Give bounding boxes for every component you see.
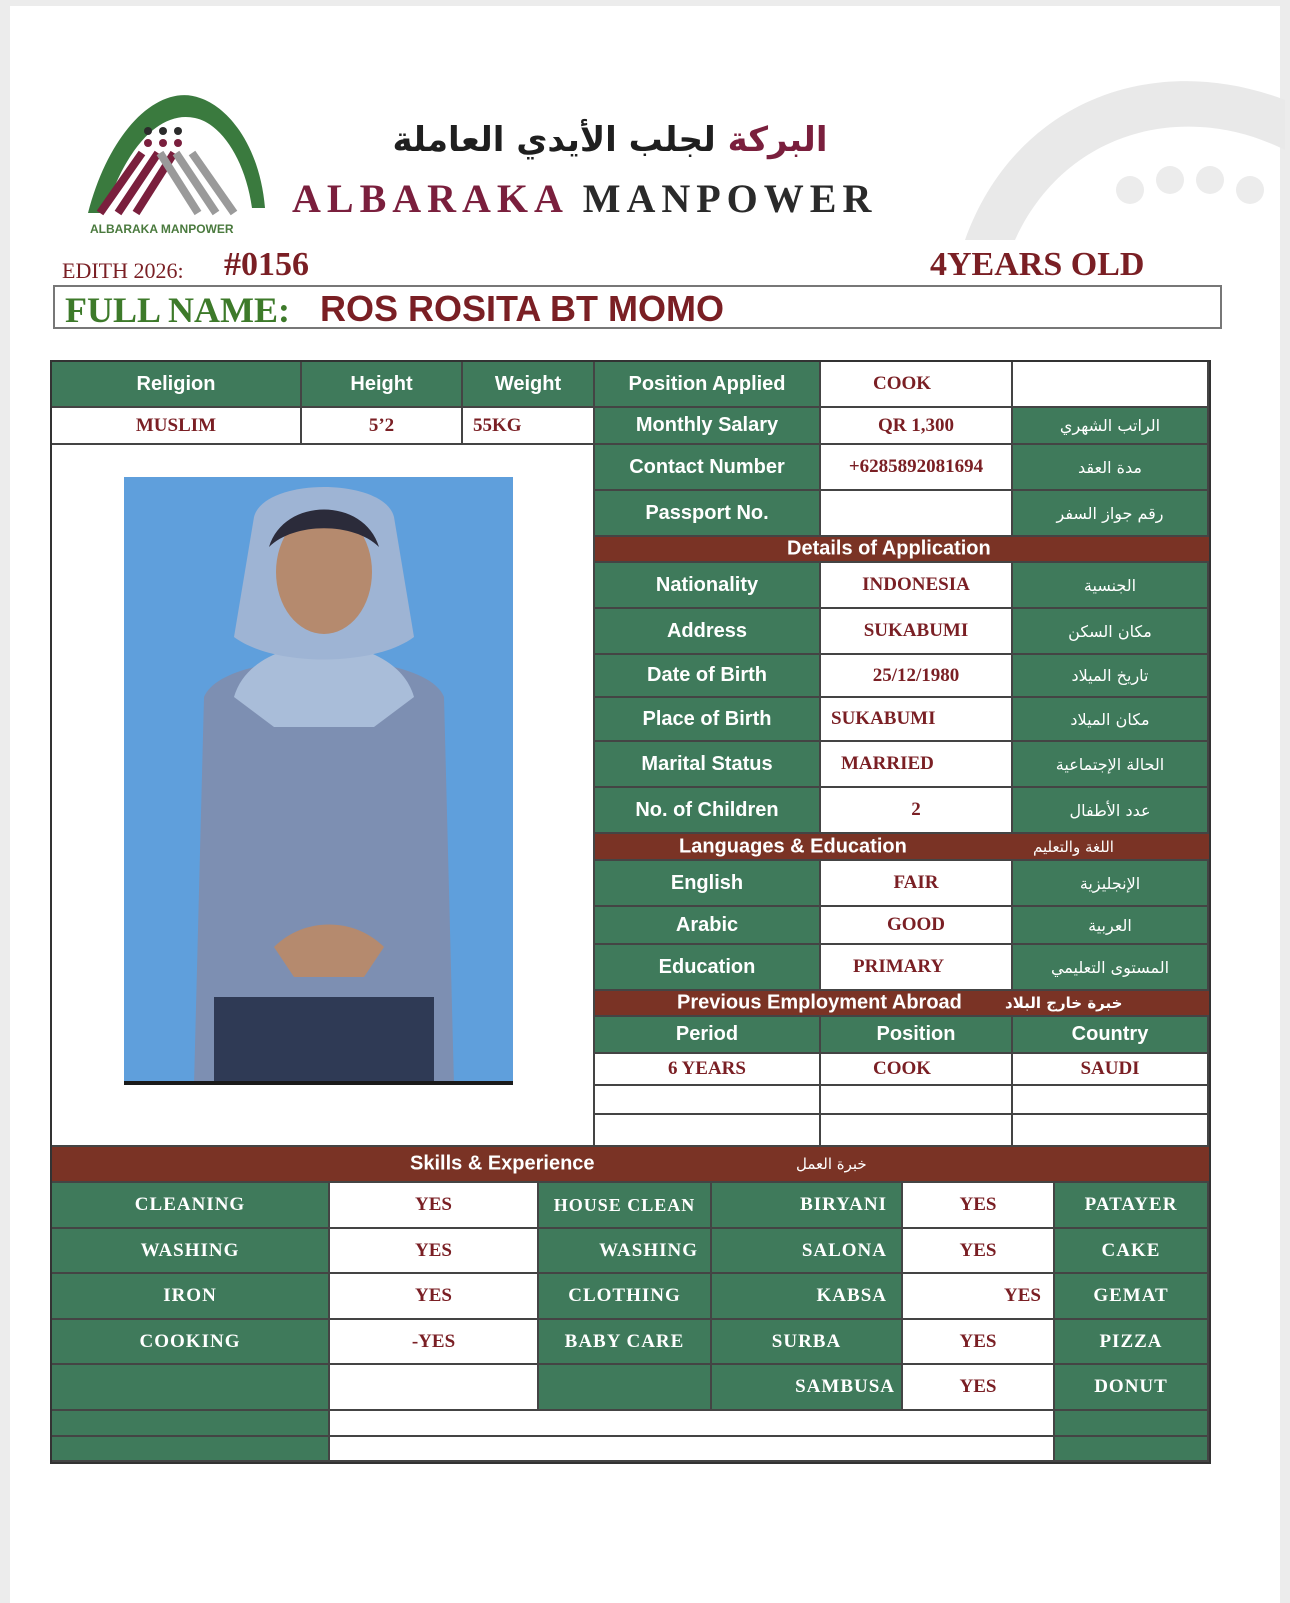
weight-value: 55KG <box>463 408 595 445</box>
candidate-photo <box>124 477 513 1085</box>
cooking-skill-value: YES <box>903 1365 1055 1411</box>
employment-section-header <box>595 991 1209 1017</box>
children-value: 2 <box>821 788 1013 834</box>
marital-status-arabic: الحالة الإجتماعية <box>1013 742 1209 788</box>
contact-number-arabic: مدة العقد <box>1013 445 1209 491</box>
cooking-skill-extra: DONUT <box>1055 1365 1209 1411</box>
skill-name-empty <box>52 1365 330 1411</box>
country-header: Country <box>1013 1017 1209 1054</box>
skill-value: YES <box>330 1183 539 1229</box>
cooking-skill-name: KABSA <box>712 1274 903 1320</box>
skill-name: IRON <box>52 1274 330 1320</box>
languages-title: Languages & Education <box>679 835 907 857</box>
dob-arabic: تاريخ الميلاد <box>1013 655 1209 698</box>
period-header: Period <box>595 1017 821 1054</box>
arabic-name-part-2: لجلب الأيدي العاملة <box>392 120 716 160</box>
albaraka-logo <box>80 88 270 238</box>
age-label: 4YEARS OLD <box>930 246 1145 283</box>
skill-value-empty <box>330 1365 539 1411</box>
arabic-value: GOOD <box>821 907 1013 945</box>
logo-caption: ALBARAKA MANPOWER <box>90 222 234 236</box>
cooking-skill-value: YES <box>903 1183 1055 1229</box>
education-arabic: المستوى التعليمي <box>1013 945 1209 991</box>
cooking-skill-name: BIRYANI <box>712 1183 903 1229</box>
position-header: Position <box>821 1017 1013 1054</box>
skill-name: COOKING <box>52 1320 330 1365</box>
employment-title: Previous Employment Abroad <box>677 991 962 1014</box>
arabic-label: Arabic <box>595 907 821 945</box>
skill-category: BABY CARE <box>539 1320 712 1365</box>
address-label: Address <box>595 609 821 655</box>
skill-value: -YES <box>330 1320 539 1365</box>
arabic-name-part-1: البركة <box>727 120 828 160</box>
left-column-divider <box>593 445 595 1147</box>
english-name-part-1: ALBARAKA <box>292 176 567 221</box>
cooking-skill-value: YES <box>903 1229 1055 1274</box>
skill-category: WASHING <box>539 1229 712 1274</box>
languages-title-arabic: اللغة والتعليم <box>1033 837 1114 856</box>
skills-title-arabic: خبرة العمل <box>796 1155 867 1173</box>
employment-country-3 <box>1013 1115 1209 1147</box>
education-value: PRIMARY <box>821 945 1013 991</box>
monthly-salary-arabic: الراتب الشهري <box>1013 408 1209 445</box>
dob-value: 25/12/1980 <box>821 655 1013 698</box>
skills-title: Skills & Experience <box>410 1152 595 1175</box>
cooking-skill-name: SALONA <box>712 1229 903 1274</box>
cooking-skill-value: YES <box>903 1320 1055 1365</box>
watermark-logo <box>955 40 1290 250</box>
empty-cell <box>52 1437 330 1462</box>
employment-period: 6 YEARS <box>595 1054 821 1086</box>
nationality-value: INDONESIA <box>821 563 1013 609</box>
contact-number-label: Contact Number <box>595 445 821 491</box>
religion-value: MUSLIM <box>52 408 302 445</box>
marital-status-label: Marital Status <box>595 742 821 788</box>
arabic-arabic: العربية <box>1013 907 1209 945</box>
details-title: Details of Application <box>787 537 991 560</box>
weight-header: Weight <box>463 362 595 408</box>
employment-period-2 <box>595 1086 821 1115</box>
nationality-label: Nationality <box>595 563 821 609</box>
full-name-value: ROS ROSITA BT MOMO <box>320 288 724 329</box>
dob-label: Date of Birth <box>595 655 821 698</box>
children-label: No. of Children <box>595 788 821 834</box>
pob-arabic: مكان الميلاد <box>1013 698 1209 742</box>
skill-category-empty <box>539 1365 712 1411</box>
english-name-part-2: MANPOWER <box>582 176 878 221</box>
company-name-arabic <box>290 120 930 160</box>
address-value: SUKABUMI <box>821 609 1013 655</box>
cooking-skill-extra: PATAYER <box>1055 1183 1209 1229</box>
english-value: FAIR <box>821 861 1013 907</box>
pob-value: SUKABUMI <box>821 698 1013 742</box>
skill-category: HOUSE CLEAN <box>539 1183 712 1229</box>
empty-cell <box>330 1411 1055 1437</box>
english-label: English <box>595 861 821 907</box>
cooking-skill-extra: CAKE <box>1055 1229 1209 1274</box>
company-name-english <box>292 175 877 222</box>
cooking-skill-extra: GEMAT <box>1055 1274 1209 1320</box>
skill-name: WASHING <box>52 1229 330 1274</box>
nationality-arabic: الجنسية <box>1013 563 1209 609</box>
passport-arabic: رقم جواز السفر <box>1013 491 1209 537</box>
empty-cell <box>52 1411 330 1437</box>
skill-name: CLEANING <box>52 1183 330 1229</box>
details-section-header <box>595 537 1209 563</box>
employment-country: SAUDI <box>1013 1054 1209 1086</box>
monthly-salary-label: Monthly Salary <box>595 408 821 445</box>
skill-value: YES <box>330 1274 539 1320</box>
position-applied-value: COOK <box>821 362 1013 408</box>
height-value: 5’2 <box>302 408 463 445</box>
employment-country-2 <box>1013 1086 1209 1115</box>
skill-value: YES <box>330 1229 539 1274</box>
skill-category: CLOTHING <box>539 1274 712 1320</box>
position-applied-label: Position Applied <box>595 362 821 408</box>
full-name-label: FULL NAME: <box>65 290 290 330</box>
education-label: Education <box>595 945 821 991</box>
cooking-skill-value: YES <box>903 1274 1055 1320</box>
languages-section-header <box>595 834 1209 861</box>
passport-label: Passport No. <box>595 491 821 537</box>
empty-cell <box>1055 1411 1209 1437</box>
employment-position-2 <box>821 1086 1013 1115</box>
height-header: Height <box>302 362 463 408</box>
cooking-skill-extra: PIZZA <box>1055 1320 1209 1365</box>
skills-section-header <box>52 1147 1209 1183</box>
marital-status-value: MARRIED <box>821 742 1013 788</box>
employment-title-arabic: خبرة خارج البلاد <box>1005 994 1123 1012</box>
pob-label: Place of Birth <box>595 698 821 742</box>
employment-position-3 <box>821 1115 1013 1147</box>
employment-period-3 <box>595 1115 821 1147</box>
empty-cell <box>330 1437 1055 1462</box>
monthly-salary-value: QR 1,300 <box>821 408 1013 445</box>
employment-position: COOK <box>821 1054 1013 1086</box>
cooking-skill-name: SURBA <box>712 1320 903 1365</box>
address-arabic: مكان السكن <box>1013 609 1209 655</box>
cooking-skill-name: SAMBUSA <box>712 1365 903 1411</box>
children-arabic: عدد الأطفال <box>1013 788 1209 834</box>
english-arabic: الإنجليزية <box>1013 861 1209 907</box>
position-applied-extra <box>1013 362 1209 408</box>
passport-value <box>821 491 1013 537</box>
contact-number-value: +6285892081694 <box>821 445 1013 491</box>
religion-header: Religion <box>52 362 302 408</box>
empty-cell <box>1055 1437 1209 1462</box>
edition-label: EDITH 2026: <box>62 258 184 283</box>
reference-number: #0156 <box>224 246 309 283</box>
